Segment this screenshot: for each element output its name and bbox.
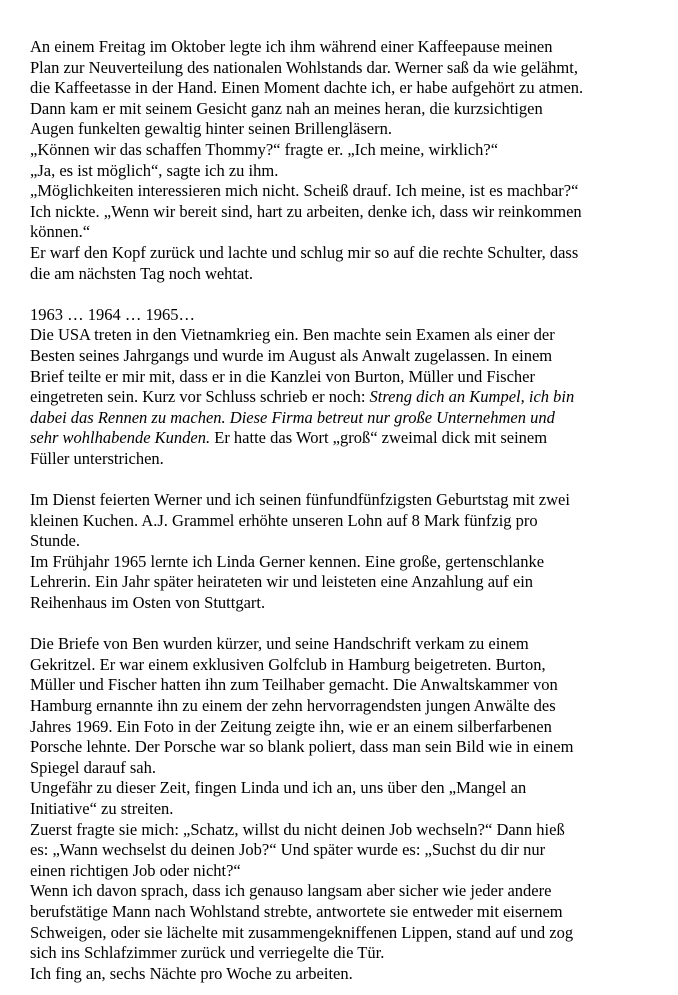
text-segment: Porsche lehnte. Der Porsche war so blank poliert, dass man sein Bild wie in einem	[30, 737, 574, 757]
text-line	[30, 634, 652, 655]
text-line	[30, 758, 652, 779]
italic-text-segment: dabei das Rennen zu machen. Diese Firma betreut nur große Unternehmen und	[30, 407, 555, 427]
text-segment: berufstätige Mann nach Wohlstand strebte, antwortete sie entweder mit eisernem	[30, 901, 563, 921]
text-line	[30, 881, 652, 902]
text-line	[30, 778, 652, 799]
text-segment: eingetreten sein. Kurz vor Schluss schrieb er noch:	[30, 387, 370, 407]
text-segment: Reihenhaus im Osten von Stuttgart.	[30, 593, 266, 613]
italic-text-segment: sehr wohlhabende Kunden.	[30, 428, 211, 448]
text-segment: es: „Wann wechselst du deinen Job?“ Und später wurde es: „Suchst du dir nur	[30, 840, 546, 860]
text-line	[30, 387, 652, 408]
text-segment: „Möglichkeiten interessieren mich nicht. Scheiß drauf. Ich meine, ist es machbar?“	[30, 181, 579, 201]
text-line	[30, 943, 652, 964]
text-line	[30, 428, 652, 449]
text-segment: Brief teilte er mir mit, dass er in die Kanzlei von Burton, Müller und Fischer	[30, 366, 535, 386]
text-line	[30, 264, 652, 285]
text-segment: „Können wir das schaffen Thommy?“ fragte er. „Ich meine, wirklich?“	[30, 139, 499, 159]
text-line	[30, 531, 652, 552]
text-segment: Schweigen, oder sie lächelte mit zusammengekniffenen Lippen, stand auf und zog	[30, 922, 574, 942]
text-line	[30, 799, 652, 820]
text-line	[30, 737, 652, 758]
text-segment: Ich nickte. „Wenn wir bereit sind, hart zu arbeiten, denke ich, dass wir reinkommen	[30, 201, 582, 221]
text-line	[30, 964, 652, 985]
text-segment: kleinen Kuchen. A.J. Grammel erhöhte unseren Lohn auf 8 Mark fünfzig pro	[30, 510, 538, 530]
text-segment: Gekritzel. Er war einem exklusiven Golfclub in Hamburg beigetreten. Burton,	[30, 654, 546, 674]
text-segment: die am nächsten Tag noch wehtat.	[30, 263, 254, 283]
text-segment: Ich fing an, sechs Nächte pro Woche zu arbeiten.	[30, 963, 353, 983]
text-line	[30, 161, 652, 182]
paragraph	[30, 305, 652, 470]
text-segment: „Ja, es ist möglich“, sagte ich zu ihm.	[30, 160, 279, 180]
text-line	[30, 572, 652, 593]
text-line	[30, 408, 652, 429]
text-line	[30, 140, 652, 161]
text-line	[30, 675, 652, 696]
paragraph	[30, 37, 652, 284]
document-text	[30, 37, 652, 984]
text-line	[30, 861, 652, 882]
text-segment: Plan zur Neuverteilung des nationalen Wohlstands dar. Werner saß da wie gelähmt,	[30, 57, 578, 77]
text-segment: sich ins Schlafzimmer zurück und verriegelte die Tür.	[30, 943, 385, 963]
paragraph	[30, 634, 652, 984]
text-line	[30, 58, 652, 79]
text-line	[30, 99, 652, 120]
text-segment: können.“	[30, 222, 91, 242]
text-segment: Müller und Fischer hatten ihn zum Teilhaber gemacht. Die Anwaltskammer von	[30, 675, 558, 695]
text-segment: einen richtigen Job oder nicht?“	[30, 860, 241, 880]
text-line	[30, 119, 652, 140]
text-segment: Die USA treten in den Vietnamkrieg ein. Ben machte sein Examen als einer der	[30, 325, 555, 345]
text-line	[30, 593, 652, 614]
text-segment: die Kaffeetasse in der Hand. Einen Moment dachte ich, er habe aufgehört zu atmen.	[30, 78, 584, 98]
text-segment: Dann kam er mit seinem Gesicht ganz nah an meines heran, die kurzsichtigen	[30, 98, 543, 118]
text-line	[30, 325, 652, 346]
italic-text-segment: Streng dich an Kumpel, ich bin	[369, 387, 575, 407]
text-line	[30, 820, 652, 841]
text-line	[30, 840, 652, 861]
text-line	[30, 490, 652, 511]
text-segment: Lehrerin. Ein Jahr später heirateten wir und leisteten eine Anzahlung auf ein	[30, 572, 534, 592]
text-segment: Initiative“ zu streiten.	[30, 798, 174, 818]
text-segment: Er warf den Kopf zurück und lachte und schlug mir so auf die rechte Schulter, dass	[30, 242, 579, 262]
text-segment: Er hatte das Wort „groß“ zweimal dick mit seinem	[210, 428, 548, 448]
text-segment: Besten seines Jahrgangs und wurde im August als Anwalt zugelassen. In einem	[30, 345, 553, 365]
text-line	[30, 305, 652, 326]
text-segment: An einem Freitag im Oktober legte ich ihm während einer Kaffeepause meinen	[30, 37, 553, 56]
text-segment: Hamburg ernannte ihn zu einem der zehn hervorragendsten jungen Anwälte des	[30, 696, 556, 715]
text-segment: Im Dienst feierten Werner und ich seinen fünfundfünfzigsten Geburtstag mit zwei	[30, 490, 570, 510]
text-segment: Stunde.	[30, 531, 80, 551]
text-segment: Augen funkelten gewaltig hinter seinen Brillengläsern.	[30, 119, 392, 139]
text-line	[30, 511, 652, 532]
text-segment: Ungefähr zu dieser Zeit, fingen Linda und ich an, uns über den „Mangel an	[30, 778, 527, 798]
text-line	[30, 181, 652, 202]
text-line	[30, 923, 652, 944]
text-segment: Die Briefe von Ben wurden kürzer, und seine Handschrift verkam zu einem	[30, 634, 529, 654]
text-line	[30, 222, 652, 243]
text-segment: Spiegel darauf sah.	[30, 757, 156, 777]
text-line	[30, 346, 652, 367]
text-segment: Im Frühjahr 1965 lernte ich Linda Gerner kennen. Eine große, gertenschlanke	[30, 551, 545, 571]
text-line	[30, 717, 652, 738]
text-segment: Wenn ich davon sprach, dass ich genauso langsam aber sicher wie jeder andere	[30, 881, 552, 901]
text-segment: 1963 … 1964 … 1965…	[30, 304, 195, 324]
text-line	[30, 37, 652, 58]
paragraph	[30, 490, 652, 614]
text-line	[30, 367, 652, 388]
text-line	[30, 655, 652, 676]
text-segment: Zuerst fragte sie mich: „Schatz, willst du nicht deinen Job wechseln?“ Dann hieß	[30, 819, 565, 839]
text-line	[30, 202, 652, 223]
text-segment: Füller unterstrichen.	[30, 448, 164, 468]
text-line	[30, 696, 652, 717]
text-line	[30, 449, 652, 470]
text-line	[30, 552, 652, 573]
text-line	[30, 243, 652, 264]
text-line	[30, 902, 652, 923]
text-line	[30, 78, 652, 99]
text-segment: Jahres 1969. Ein Foto in der Zeitung zeigte ihn, wie er an einem silberfarbenen	[30, 716, 552, 736]
